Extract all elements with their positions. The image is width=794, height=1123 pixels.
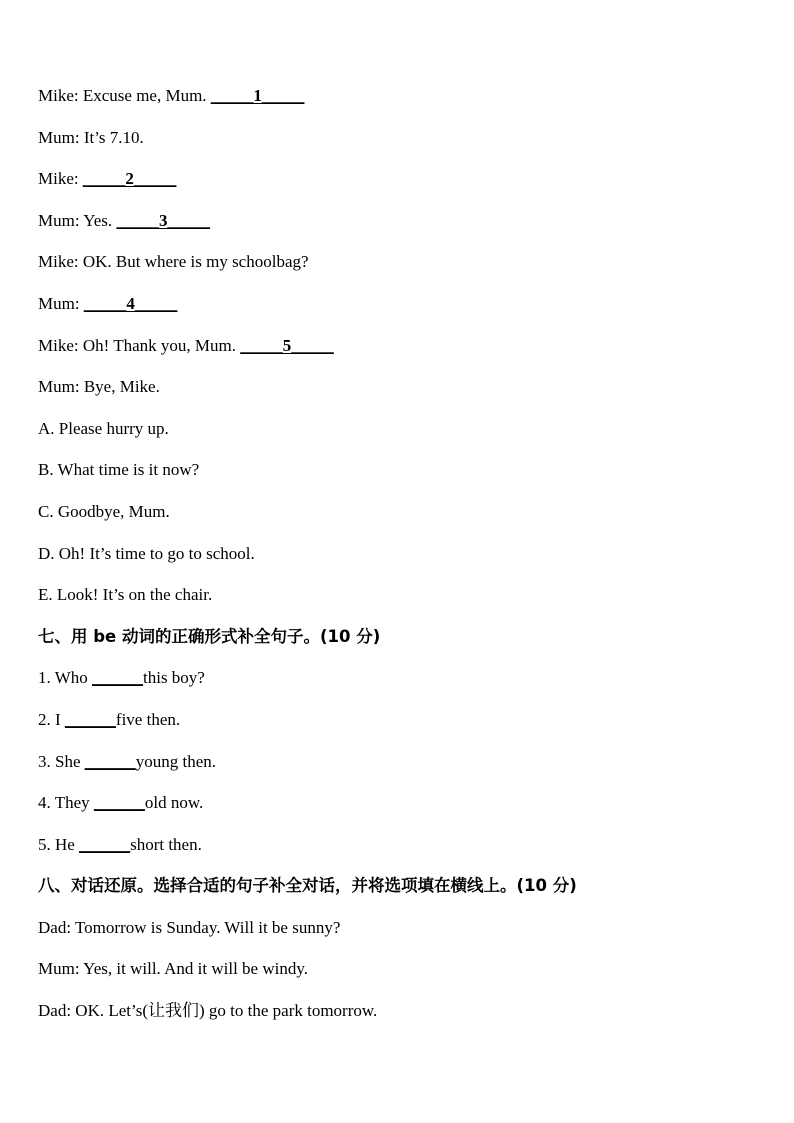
speaker: Mike:: [38, 169, 79, 189]
fill-blank[interactable]: ______: [64, 709, 116, 729]
option-a: A. Please hurry up.: [38, 418, 169, 438]
item-suffix: old now.: [144, 793, 204, 813]
fill-blank[interactable]: ______: [92, 668, 143, 688]
option-e: E. Look! It’s on the chair.: [38, 585, 213, 605]
fill-blank[interactable]: ______: [93, 793, 145, 813]
dialogue-line: [38, 377, 758, 397]
item-suffix: five then.: [115, 709, 181, 729]
option-c: C. Goodbye, Mum.: [38, 501, 170, 521]
worksheet-page: [38, 86, 758, 1043]
speaker: Mike:: [38, 335, 79, 355]
item-prefix: 4. They: [38, 793, 90, 813]
dialogue-line: [38, 336, 758, 356]
dialogue-text: It’s 7.10.: [83, 127, 144, 147]
dialogue-line: [38, 211, 758, 231]
dialogue-line: Dad: Tomorrow is Sunday. Will it be sunny?: [38, 917, 341, 937]
speaker: Mike:: [38, 252, 79, 272]
item-suffix: short then.: [130, 834, 202, 854]
dialogue-line: Dad: OK. Let’s(让我们) go to the park tomorrow.: [38, 1001, 378, 1021]
exercise-item: [38, 793, 758, 813]
dialogue-line: [38, 128, 758, 148]
exercise-item: [38, 668, 758, 688]
speaker: Mum:: [38, 127, 80, 147]
fill-blank[interactable]: ______: [84, 751, 136, 771]
section-heading-7: 七、用 be 动词的正确形式补全句子。(10 分): [38, 626, 381, 646]
fill-blank[interactable]: ______: [79, 834, 131, 854]
answer-blank-4[interactable]: _____4_____: [83, 293, 178, 313]
item-suffix: young then.: [135, 751, 217, 771]
dialogue-line: [38, 86, 758, 106]
dialogue-line: Mum: Yes, it will. And it will be windy.: [38, 959, 308, 979]
speaker: Mike:: [38, 86, 79, 105]
speaker: Mum:: [38, 293, 80, 313]
exercise-item: [38, 710, 758, 730]
speaker: Mum:: [38, 377, 80, 397]
exercise-item: [38, 752, 758, 772]
answer-blank-1[interactable]: _____1_____: [210, 86, 305, 105]
dialogue-text: Bye, Mike.: [83, 377, 160, 397]
item-prefix: 5. He: [38, 834, 75, 854]
answer-blank-2[interactable]: _____2_____: [82, 169, 177, 189]
dialogue-text: Excuse me, Mum.: [82, 86, 207, 105]
item-prefix: 3. She: [38, 751, 81, 771]
answer-blank-5[interactable]: _____5_____: [240, 335, 334, 355]
answer-blank-3[interactable]: _____3_____: [116, 210, 210, 230]
dialogue-line: [38, 252, 758, 272]
option-d: D. Oh! It’s time to go to school.: [38, 543, 255, 563]
dialogue-text: Yes.: [83, 210, 113, 230]
exercise-item: [38, 835, 758, 855]
section-heading-8: 八、对话还原。选择合适的句子补全对话，并将选项填在横线上。(10 分): [38, 876, 577, 896]
speaker: Mum:: [38, 210, 80, 230]
dialogue-line: [38, 169, 758, 189]
option-b: B. What time is it now?: [38, 460, 200, 480]
item-prefix: 1. Who: [38, 668, 88, 688]
dialogue-text: Oh! Thank you, Mum.: [82, 335, 237, 355]
dialogue-line: [38, 294, 758, 314]
item-suffix: this boy?: [143, 668, 205, 688]
item-prefix: 2. I: [38, 709, 61, 729]
dialogue-text: OK. But where is my schoolbag?: [82, 252, 309, 272]
